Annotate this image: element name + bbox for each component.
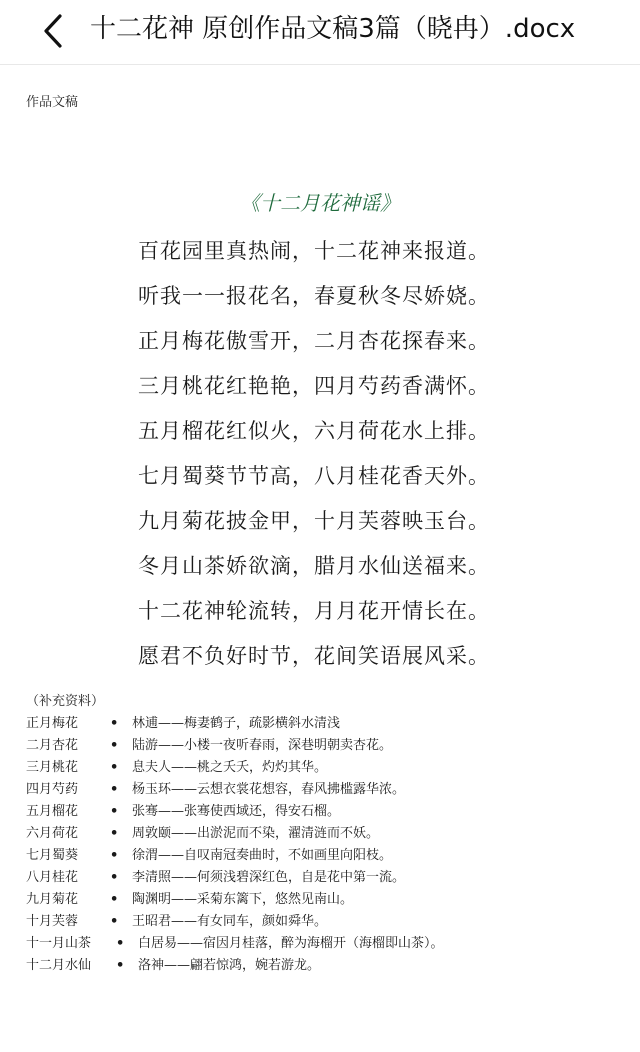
supplement-month: 九月菊花 bbox=[26, 892, 79, 907]
bullet-icon: • bbox=[110, 914, 119, 929]
supplement-text: 陆游——小楼一夜听春雨，深巷明朝卖杏花。 bbox=[132, 738, 393, 753]
poem-line: 十二花神轮流转，月月花开情长在。 bbox=[138, 599, 490, 623]
bullet-icon: • bbox=[110, 870, 119, 885]
supplement-month: 正月梅花 bbox=[26, 716, 79, 731]
supplement-list bbox=[26, 713, 626, 977]
supplement-row bbox=[26, 933, 626, 955]
supplement-month: 二月杏花 bbox=[26, 738, 79, 753]
supplement-row bbox=[26, 911, 626, 933]
supplement-title: （补充资料） bbox=[26, 694, 105, 709]
bullet-icon: • bbox=[110, 760, 119, 775]
poem-line: 冬月山茶娇欲滴，腊月水仙送福来。 bbox=[138, 554, 490, 578]
supplement-text: 徐渭——自叹南冠奏曲时，不如画里向阳枝。 bbox=[132, 848, 393, 863]
supplement-month: 十月芙蓉 bbox=[26, 914, 79, 929]
supplement-row bbox=[26, 779, 626, 801]
supplement-row bbox=[26, 867, 626, 889]
bullet-icon: • bbox=[110, 782, 119, 797]
supplement-text: 息夫人——桃之夭夭，灼灼其华。 bbox=[132, 760, 328, 775]
supplement-month: 六月荷花 bbox=[26, 826, 79, 841]
poem-title: 《十二月花神谣》 bbox=[240, 191, 400, 215]
supplement-row bbox=[26, 845, 626, 867]
bullet-icon: • bbox=[110, 716, 119, 731]
supplement-text: 洛神——翩若惊鸿，婉若游龙。 bbox=[138, 958, 321, 973]
document-page bbox=[0, 65, 640, 1052]
bullet-icon: • bbox=[110, 892, 119, 907]
supplement-row bbox=[26, 757, 626, 779]
bullet-icon: • bbox=[116, 958, 125, 973]
supplement-row bbox=[26, 801, 626, 823]
poem-line: 百花园里真热闹，十二花神来报道。 bbox=[138, 239, 490, 263]
bullet-icon: • bbox=[110, 804, 119, 819]
supplement-month: 八月桂花 bbox=[26, 870, 79, 885]
supplement-text: 杨玉环——云想衣裳花想容，春风拂槛露华浓。 bbox=[132, 782, 406, 797]
supplement-month: 三月桃花 bbox=[26, 760, 79, 775]
supplement-row bbox=[26, 823, 626, 845]
supplement-text: 张骞——张骞使西域还，得安石榴。 bbox=[132, 804, 341, 819]
supplement-month: 十二月水仙 bbox=[26, 958, 92, 973]
supplement-text: 白居易——宿因月桂落，醉为海榴开（海榴即山茶）。 bbox=[138, 936, 444, 951]
bullet-icon: • bbox=[116, 936, 125, 951]
back-button[interactable] bbox=[28, 6, 78, 56]
bullet-icon: • bbox=[110, 848, 119, 863]
supplement-text: 林逋——梅妻鹤子，疏影横斜水清浅 bbox=[132, 716, 341, 731]
bullet-icon: • bbox=[110, 826, 119, 841]
supplement-text: 李清照——何须浅碧深红色，自是花中第一流。 bbox=[132, 870, 406, 885]
document-header-label: 作品文稿 bbox=[26, 95, 79, 110]
poem-body bbox=[138, 229, 618, 679]
supplement-month: 十一月山茶 bbox=[26, 936, 92, 951]
supplement-text: 王昭君——有女同车，颜如舜华。 bbox=[132, 914, 328, 929]
supplement-month: 四月芍药 bbox=[26, 782, 79, 797]
top-bar bbox=[0, 0, 640, 65]
supplement-month: 五月榴花 bbox=[26, 804, 79, 819]
poem-line: 听我一一报花名，春夏秋冬尽娇娆。 bbox=[138, 284, 490, 308]
poem-line: 三月桃花红艳艳，四月芍药香满怀。 bbox=[138, 374, 490, 398]
supplement-text: 陶渊明——采菊东篱下，悠然见南山。 bbox=[132, 892, 354, 907]
poem-line: 正月梅花傲雪开，二月杏花探春来。 bbox=[138, 329, 490, 353]
poem-line: 愿君不负好时节，花间笑语展风采。 bbox=[138, 644, 490, 668]
supplement-row bbox=[26, 955, 626, 977]
supplement-text: 周敦颐——出淤泥而不染，濯清涟而不妖。 bbox=[132, 826, 380, 841]
bullet-icon: • bbox=[110, 738, 119, 753]
supplement-row bbox=[26, 713, 626, 735]
document-title: 十二花神 原创作品文稿3篇（晓冉）.docx bbox=[90, 14, 576, 44]
chevron-left-icon bbox=[41, 13, 65, 49]
supplement-month: 七月蜀葵 bbox=[26, 848, 79, 863]
poem-line: 七月蜀葵节节高，八月桂花香天外。 bbox=[138, 464, 490, 488]
supplement-row bbox=[26, 735, 626, 757]
supplement-row bbox=[26, 889, 626, 911]
poem-line: 五月榴花红似火，六月荷花水上排。 bbox=[138, 419, 490, 443]
poem-line: 九月菊花披金甲，十月芙蓉映玉台。 bbox=[138, 509, 490, 533]
